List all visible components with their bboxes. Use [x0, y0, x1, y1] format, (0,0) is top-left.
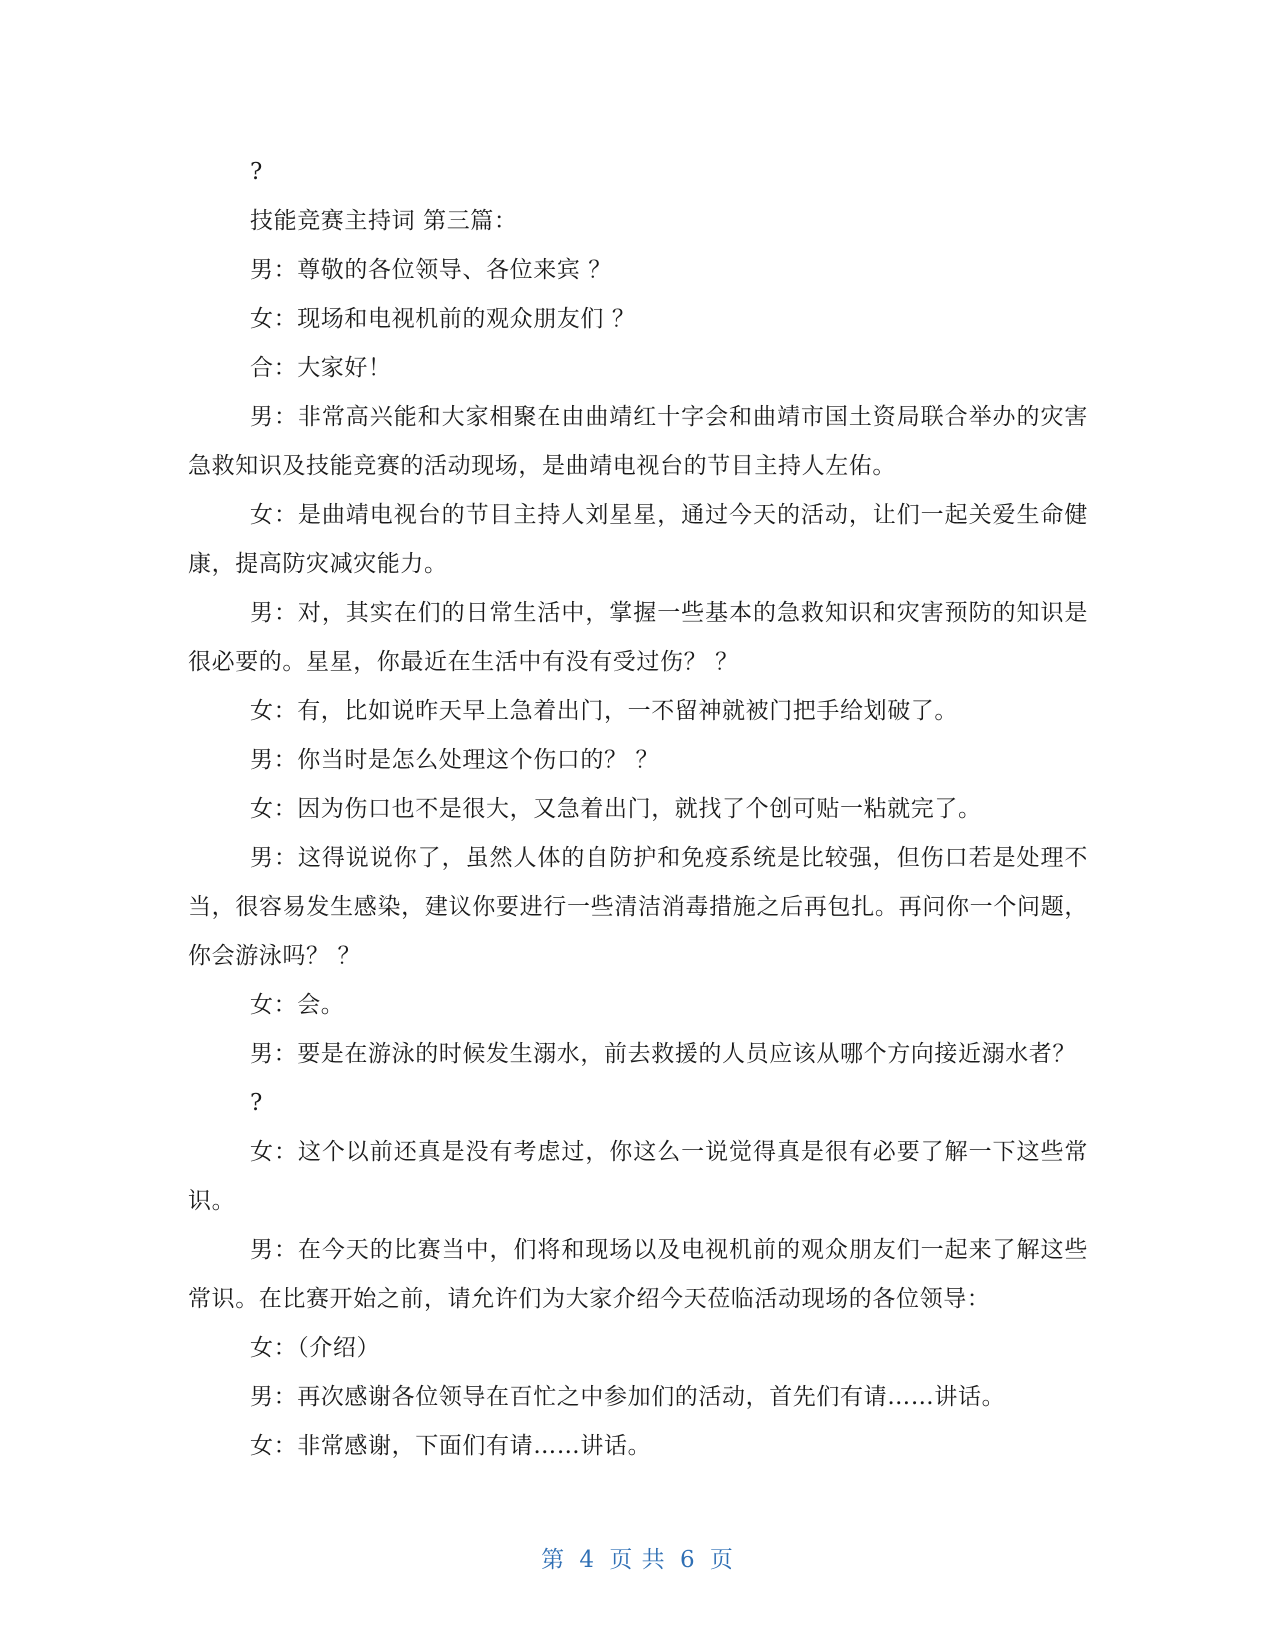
paragraph: 女：因为伤口也不是很大，又急着出门，就找了个创可贴一粘就完了。	[250, 796, 982, 822]
footer-prefix: 第	[541, 1547, 566, 1573]
paragraph: 男：尊敬的各位领导、各位来宾 ？	[250, 257, 612, 283]
paragraph: 女：会。	[250, 992, 345, 1018]
paragraph: 女：现场和电视机前的观众朋友们 ？	[250, 306, 636, 332]
section-heading: 技能竞赛主持词 第三篇：	[250, 208, 518, 234]
paragraph: ?	[250, 1090, 263, 1116]
paragraph: 女：有，比如说昨天早上急着出门，一不留神就被门把手给划破了。	[250, 698, 958, 724]
paragraph: 女：是曲靖电视台的节目主持人刘星星，通过今天的活动，让们一起关爱生命健康，提高防灾减灾能力。	[188, 502, 1088, 577]
paragraph: 合：大家好！	[250, 355, 392, 381]
footer-suffix: 页	[709, 1547, 734, 1573]
paragraph: 男：要是在游泳的时候发生溺水，前去救援的人员应该从哪个方向接近溺水者？	[250, 1041, 1076, 1067]
paragraph: 男：非常高兴能和大家相聚在由曲靖红十字会和曲靖市国土资局联合举办的灾害急救知识及技能竞赛的活动现场，是曲靖电视台的节目主持人左佑。	[188, 404, 1088, 479]
footer-page-current: 4	[579, 1547, 596, 1573]
paragraph: 女：（介绍）	[250, 1335, 381, 1361]
paragraph: ?	[250, 159, 263, 185]
paragraph: 男：再次感谢各位领导在百忙之中参加们的活动，首先们有请……讲话。	[250, 1384, 1006, 1410]
paragraph: 女：这个以前还真是没有考虑过，你这么一说觉得真是很有必要了解一下这些常识。	[188, 1139, 1088, 1214]
footer-page-total: 6	[679, 1547, 696, 1573]
paragraph: 男：你当时是怎么处理这个伤口的？ ？	[250, 747, 660, 773]
document-body	[188, 148, 1088, 1471]
paragraph: 男：这得说说你了，虽然人体的自防护和免疫系统是比较强，但伤口若是处理不当，很容易发生感染，建议你要进行一些清洁消毒措施之后再包扎。再问你一个问题，你会游泳吗？ ？	[188, 845, 1088, 969]
paragraph: 女：非常感谢，下面们有请……讲话。	[250, 1433, 652, 1459]
paragraph: 男：对，其实在们的日常生活中，掌握一些基本的急救知识和灾害预防的知识是很必要的。星星，你最近在生活中有没有受过伤？ ？	[188, 600, 1088, 675]
footer-mid: 页 共	[609, 1547, 666, 1573]
page-footer	[0, 1541, 1275, 1574]
paragraph: 男：在今天的比赛当中，们将和现场以及电视机前的观众朋友们一起来了解这些常识。在比赛开始之前，请允许们为大家介绍今天莅临活动现场的各位领导：	[188, 1237, 1088, 1312]
